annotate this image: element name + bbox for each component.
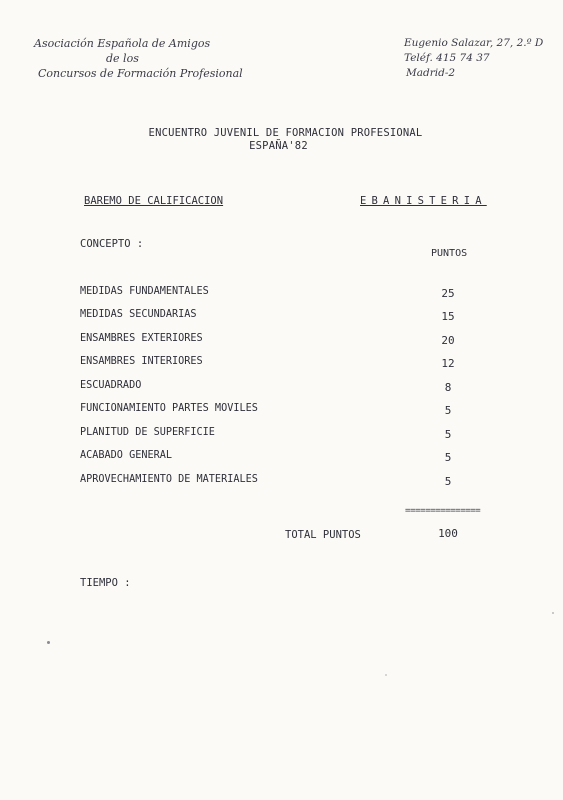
puntos-column-header: PUNTOS: [431, 248, 468, 259]
document-title: ENCUENTRO JUVENIL DE FORMACION PROFESIONAL: [148, 127, 423, 139]
item-label: ENSAMBRES INTERIORES: [80, 356, 203, 367]
letterhead-org-line-2: de los: [106, 52, 139, 65]
item-label: ESCUADRADO: [80, 380, 142, 391]
concepto-label: CONCEPTO :: [80, 238, 144, 250]
list-item: [0, 474, 563, 490]
item-label: APROVECHAMIENTO DE MATERIALES: [80, 474, 258, 485]
item-label: ACABADO GENERAL: [80, 450, 173, 461]
list-item: [0, 356, 563, 372]
item-points: 25: [441, 287, 455, 300]
list-item: [0, 427, 563, 443]
letterhead-organization: [34, 36, 244, 81]
total-label: TOTAL PUNTOS: [285, 529, 361, 541]
letterhead-address-street: Eugenio Salazar, 27, 2.º D: [404, 37, 544, 49]
item-points: 5: [444, 404, 452, 417]
item-points: 20: [441, 334, 455, 347]
item-points: 8: [444, 381, 452, 394]
item-points: 12: [441, 357, 455, 370]
paper-speck: [385, 674, 387, 676]
item-points: 5: [444, 428, 452, 441]
document-subtitle: ESPAÑA'82: [249, 140, 308, 152]
total-value: 100: [438, 527, 458, 540]
item-points: 5: [444, 451, 452, 464]
list-item: [0, 450, 563, 466]
letterhead-address-city: Madrid-2: [406, 67, 456, 79]
letterhead-address: [404, 36, 554, 81]
item-label: MEDIDAS SECUNDARIAS: [80, 309, 197, 320]
letterhead-address-phone: Teléf. 415 74 37: [404, 52, 490, 64]
list-item: [0, 309, 563, 325]
letterhead-org-line-3: Concursos de Formación Profesional: [38, 67, 243, 80]
letterhead-org-line-1: Asociación Española de Amigos: [34, 37, 211, 50]
tiempo-label: TIEMPO :: [80, 577, 131, 589]
item-points: 5: [444, 475, 452, 488]
section-heading-baremo: BAREMO DE CALIFICACION: [84, 195, 224, 207]
item-label: FUNCIONAMIENTO PARTES MOVILES: [80, 403, 258, 414]
paper-speck: [47, 641, 50, 644]
item-label: ENSAMBRES EXTERIORES: [80, 333, 203, 344]
list-item: [0, 333, 563, 349]
list-item: [0, 403, 563, 419]
total-separator: ===============: [405, 506, 481, 516]
list-item: [0, 286, 563, 302]
item-label: MEDIDAS FUNDAMENTALES: [80, 286, 209, 297]
list-item: [0, 380, 563, 396]
section-heading-trade: EBANISTERIA: [360, 195, 487, 207]
item-points: 15: [441, 310, 455, 323]
item-label: PLANITUD DE SUPERFICIE: [80, 427, 215, 438]
paper-speck: [552, 612, 554, 614]
